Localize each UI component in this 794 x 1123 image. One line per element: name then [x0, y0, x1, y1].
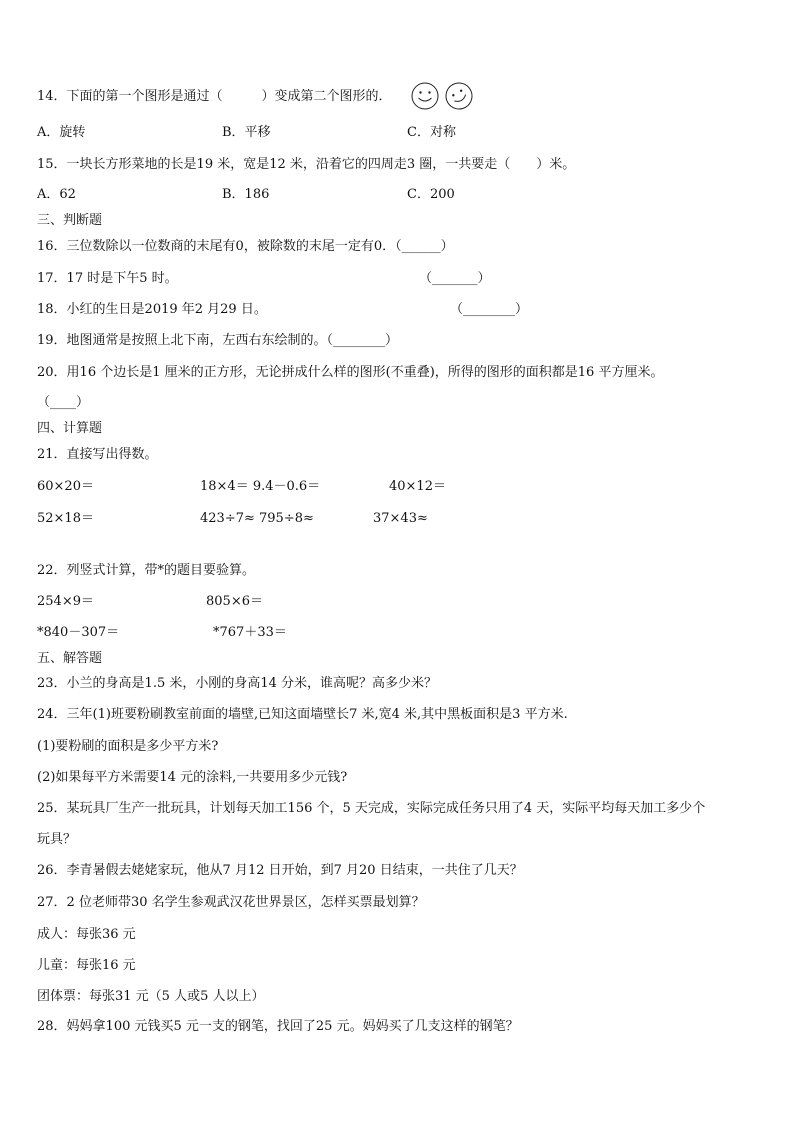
q21-expr: 52×18＝ [37, 511, 94, 526]
q28: 28．妈妈拿100 元钱买5 元一支的钢笔，找回了25 元。妈妈买了几支这样的钢笔？ [37, 1019, 519, 1034]
tilted-smiley-face-icon [441, 81, 476, 111]
q21-expr: 37×43≈ [373, 511, 428, 526]
q26: 26．李青暑假去姥姥家玩，他从7 月12 日开始，到7 月20 日结束，一共住了几天？ [37, 863, 523, 878]
q15-stem: 15．一块长方形菜地的长是19 米，宽是12 米，沿着它的四周走3 圈，一共要走（ ）米。 [37, 157, 576, 172]
q15-option-c: C．200 [407, 187, 455, 202]
q14-option-a: A．旋转 [37, 125, 86, 140]
q17-answer-blank: （_______） [419, 271, 491, 286]
q17-text: 17．17 时是下午5 时。 [37, 271, 178, 286]
q14-figures [410, 81, 476, 111]
smiley-face-icon [412, 83, 438, 109]
q21-expr: 18×4＝ 9.4－0.6＝ [200, 479, 321, 494]
q14-stem: 14．下面的第一个图形是通过（ ）变成第二个图形的． [37, 89, 392, 104]
q21-expr: 60×20＝ [37, 479, 94, 494]
section-heading-calculation: 四、计算题 [37, 421, 103, 436]
q15-option-a: A．62 [37, 187, 76, 202]
q27-child-price: 儿童：每张16 元 [37, 958, 136, 973]
q22-stem: 22．列竖式计算，带*的题目要验算。 [37, 563, 256, 578]
q20-answer-blank: （____） [37, 395, 90, 410]
q27-stem: 27．2 位老师带30 名学生参观武汉花世界景区，怎样买票最划算？ [37, 895, 425, 910]
q22-expr: 254×9＝ [37, 594, 94, 609]
q14-option-b: B．平移 [222, 125, 271, 140]
q24-stem: 24．三年(1)班要粉刷教室前面的墙壁,已知这面墙壁长7 米,宽4 米,其中黑板面积是3 平方米. [37, 707, 568, 722]
q25-line1: 25．某玩具厂生产一批玩具，计划每天加工156 个，5 天完成，实际完成任务只用了4 天，实际平均每天加工多少个 [37, 801, 706, 816]
q20-line1: 20．用16 个边长是1 厘米的正方形，无论拼成什么样的图形(不重叠)，所得的图形的面积都是16 平方厘米。 [37, 365, 664, 380]
q19: 19．地图通常是按照上北下南，左西右东绘制的。（________） [37, 333, 399, 348]
q15-option-b: B．186 [222, 187, 270, 202]
q14-option-c: C．对称 [407, 125, 456, 140]
q23: 23．小兰的身高是1.5 米，小刚的身高14 分米，谁高呢？高多少米？ [37, 676, 438, 691]
q16: 16．三位数除以一位数商的末尾有0，被除数的末尾一定有0．（______） [37, 239, 454, 254]
q25-line2: 玩具？ [37, 832, 77, 847]
q22-expr: *840－307＝ [37, 625, 120, 640]
q18-answer-blank: （________） [450, 302, 529, 317]
q24-sub2: (2)如果每平方米需要14 元的涂料,一共要用多少元钱? [37, 770, 348, 785]
q21-stem: 21．直接写出得数。 [37, 447, 158, 462]
q22-expr: *767＋33＝ [213, 625, 287, 640]
q21-expr: 423÷7≈ 795÷8≈ [200, 511, 314, 526]
q24-sub1: (1)要粉刷的面积是多少平方米? [37, 739, 219, 754]
section-heading-word-problems: 五、解答题 [37, 651, 103, 666]
q18-text: 18．小红的生日是2019 年2 月29 日。 [37, 302, 267, 317]
q21-expr: 40×12＝ [389, 479, 446, 494]
q27-adult-price: 成人：每张36 元 [37, 927, 136, 942]
section-heading-judgement: 三、判断题 [37, 213, 103, 228]
q27-group-price: 团体票：每张31 元（5 人或5 人以上） [37, 989, 265, 1004]
q22-expr: 805×6＝ [206, 594, 263, 609]
